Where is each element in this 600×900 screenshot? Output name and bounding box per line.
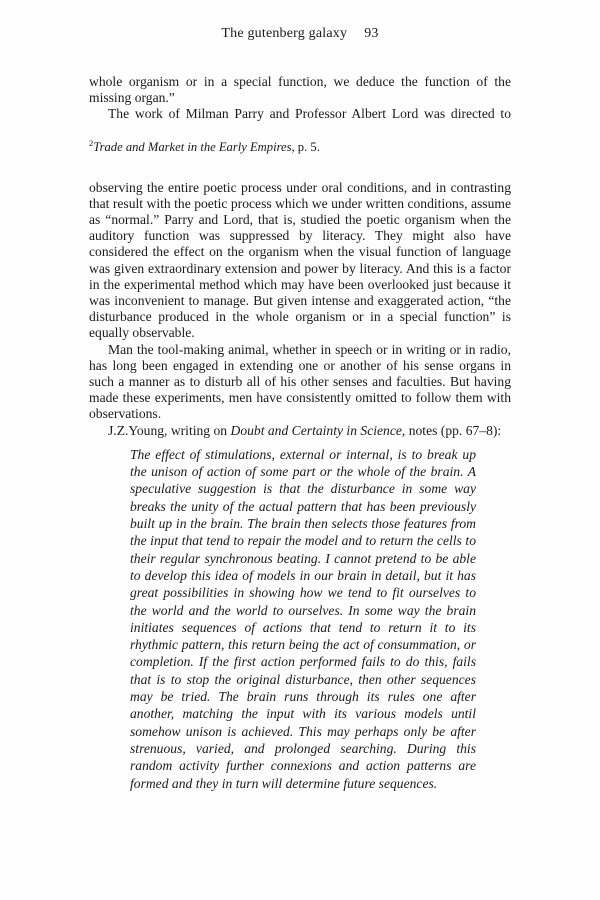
running-header-title: The gutenberg galaxy xyxy=(221,26,348,41)
paragraph-tool-making-animal: Man the tool-making animal, whether in speech or in writing or in radio, has long been engaged in extending one or another of his sense organs in such a manner as to disturb all of his other senses and faculties. But having made these experiments, men have consistently omitted to follow them with observations. xyxy=(89,341,511,422)
page-number: 93 xyxy=(364,26,379,41)
running-header xyxy=(0,0,600,42)
paragraph-milman-parry: The work of Milman Parry and Professor Albert Lord was directed to xyxy=(108,106,511,122)
paragraph-jz-young: J.Z.Young, writing on Doubt and Certainty in Science, notes (pp. 67–8): xyxy=(108,422,502,438)
footnote: $^2$Trade and Market in the Early Empires, p. 5. xyxy=(89,137,320,154)
block-quotation-young: The effect of stimulations, external or internal, is to break up the unison of action of some part or the whole of the brain. A speculative suggestion is that the disturbance in some way breaks the unity of the actual pattern that has been previously built up in the brain. The brain then selects those features from the input that tend to repair the model and to return the cells to their regular synchronous beating. I cannot pretend to be able to develop this idea of models in our brain in detail, but it has great possibilities in showing how we tend to fit ourselves to the world and the world to ourselves. In some way the brain initiates sequences of actions that tend to return it to its rhythmic pattern, this return being the act of consummation, or completion. If the first action performed fails to do this, fails that is to stop the original disturbance, then other sequences may be tried. The brain runs through its rules one after another, matching the input with its various models until somehow unison is achieved. This may perhaps only be after strenuous, varied, and prolonged searching. During this random activity further connexions and action patterns are formed and they in turn will determine future sequences. xyxy=(130,446,476,791)
paragraph-continuation: whole organism or in a special function, we deduce the function of the missing organ.” xyxy=(89,74,511,106)
paragraph-observing: observing the entire poetic process under oral conditions, and in contrasting that result with the poetic process which we under written conditions, assume as “normal.” Parry and Lord, that is, studied the poetic organism when the auditory function was suppressed by literacy. They might also have considered the effect on the organism when the visual function of language was given extraordinary extension and power by literacy. And this is a factor in the experimental method which may have been overlooked just because it was inconvenient to manage. But given intense and exaggerated action, “the disturbance produced in the whole organism or in a special function” is equally observable. xyxy=(89,179,511,341)
text-column xyxy=(89,74,511,792)
